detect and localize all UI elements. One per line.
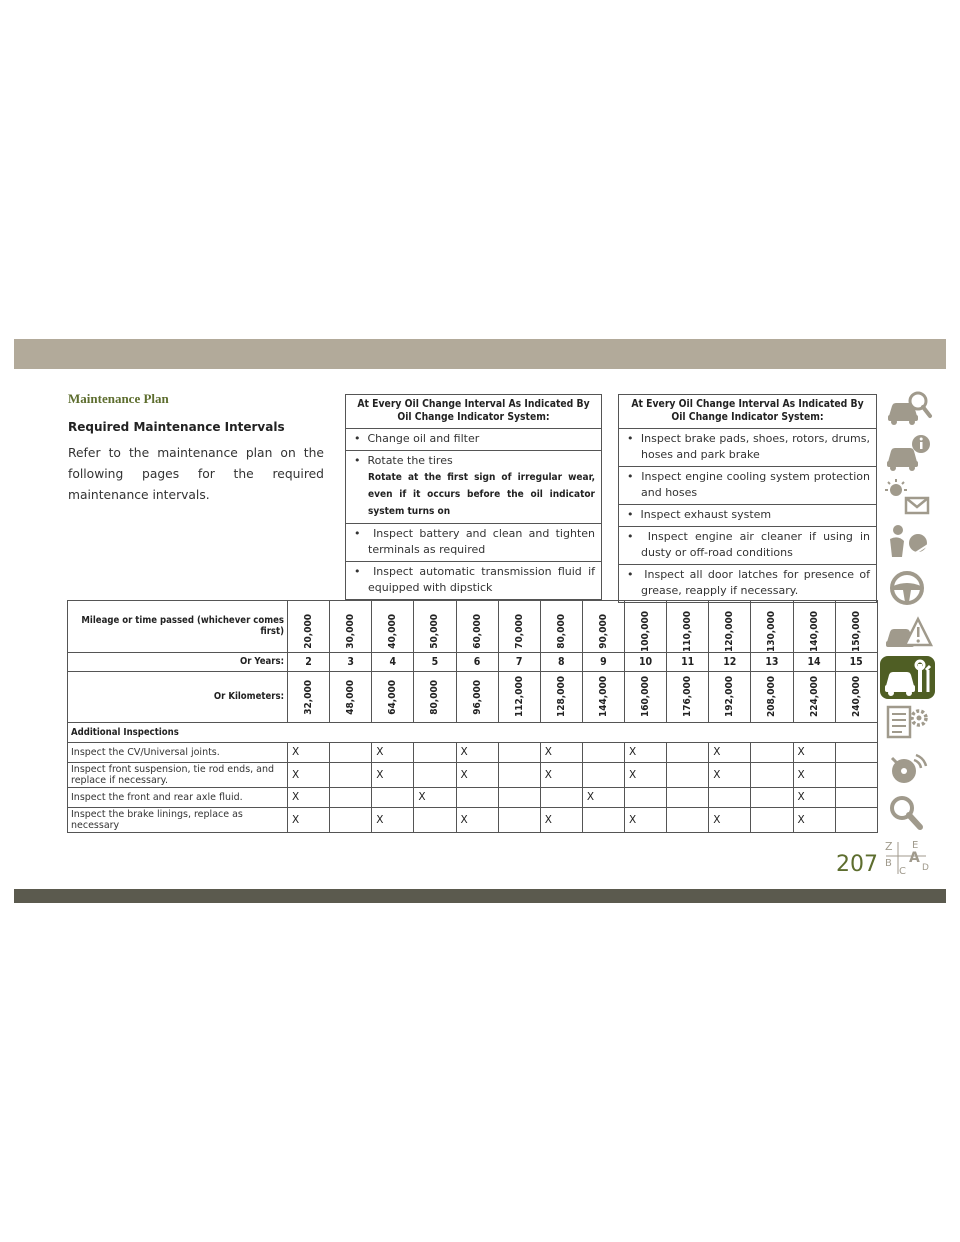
header-cell: 10: [625, 652, 667, 671]
top-decor-bar: [14, 339, 946, 369]
warning-lights-icon[interactable]: [880, 476, 935, 519]
interval-mark: X: [372, 762, 414, 787]
interval-mark: [414, 807, 456, 832]
header-cell: 14: [793, 652, 835, 671]
interval-mark: X: [288, 742, 330, 762]
interval-mark: X: [372, 807, 414, 832]
car-wrench-icon[interactable]: [880, 656, 935, 699]
header-value: 40,000: [387, 614, 399, 649]
interval-mark: [330, 742, 372, 762]
interval-mark: [498, 807, 540, 832]
interval-mark: [330, 787, 372, 807]
mileage-row: [68, 601, 878, 653]
interval-mark: [667, 807, 709, 832]
svg-text:Z: Z: [885, 840, 893, 853]
specs-gear-icon[interactable]: [880, 701, 935, 744]
header-cell: [582, 671, 624, 722]
maintenance-schedule-table: [67, 600, 878, 833]
index-az-icon[interactable]: [880, 836, 935, 879]
header-value: 140,000: [808, 611, 820, 652]
header-cell: 11: [667, 652, 709, 671]
bullet-item: [346, 451, 601, 524]
table-row: [68, 742, 878, 762]
interval-mark: [456, 787, 498, 807]
header-cell: 3: [330, 652, 372, 671]
svg-text:B: B: [885, 858, 892, 869]
header-value: 192,000: [724, 676, 736, 718]
header-value: 50,000: [429, 614, 441, 649]
intro-paragraph: Refer to the maintenance plan on the following pages for the required maintenance intervals.: [68, 446, 324, 502]
interval-mark: [498, 787, 540, 807]
bullet-text: Rotate the tires: [367, 454, 453, 467]
header-cell: 4: [372, 652, 414, 671]
oil-change-box-right: [618, 394, 877, 603]
header-cell: [372, 601, 414, 653]
header-cell: [793, 601, 835, 653]
table-row: [68, 787, 878, 807]
svg-text:D: D: [922, 863, 929, 873]
years-row: [68, 652, 878, 671]
header-value: 176,000: [682, 676, 694, 718]
multimedia-icon[interactable]: [880, 746, 935, 789]
interval-mark: [540, 787, 582, 807]
kilometers-row: [68, 671, 878, 722]
header-cell: [498, 601, 540, 653]
interval-mark: [751, 742, 793, 762]
bullet-item: [619, 505, 876, 527]
bullet-item: [346, 562, 601, 599]
interval-mark: [582, 762, 624, 787]
header-cell: 12: [709, 652, 751, 671]
interval-mark: [751, 807, 793, 832]
interval-mark: [372, 787, 414, 807]
interval-mark: X: [540, 807, 582, 832]
interval-mark: X: [372, 742, 414, 762]
interval-mark: X: [456, 742, 498, 762]
page-number: 207: [836, 852, 878, 877]
box-header: At Every Oil Change Interval As Indicated By Oil Change Indicator System:: [619, 395, 876, 429]
header-cell: 15: [835, 652, 877, 671]
bullet-text: Inspect brake pads, shoes, rotors, drums, hoses and park brake: [640, 432, 870, 461]
inspection-label: Inspect the brake linings, replace as necessary: [68, 807, 288, 832]
interval-mark: [414, 742, 456, 762]
header-cell: [540, 671, 582, 722]
interval-mark: X: [288, 807, 330, 832]
header-cell: [372, 671, 414, 722]
interval-mark: [414, 762, 456, 787]
interval-mark: [835, 807, 877, 832]
interval-mark: [582, 742, 624, 762]
row-label: Or Years:: [68, 652, 288, 671]
inspection-label: Inspect the front and rear axle fluid.: [68, 787, 288, 807]
bullet-mark: •: [354, 527, 361, 540]
bullet-mark: •: [627, 470, 634, 483]
header-cell: [709, 601, 751, 653]
header-value: 240,000: [850, 676, 862, 718]
header-cell: [456, 671, 498, 722]
header-cell: 13: [751, 652, 793, 671]
bullet-item: [619, 467, 876, 505]
header-value: 60,000: [471, 614, 483, 649]
svg-text:C: C: [899, 866, 906, 877]
header-cell: [330, 671, 372, 722]
interval-mark: X: [456, 807, 498, 832]
header-cell: 6: [456, 652, 498, 671]
header-value: 160,000: [640, 676, 652, 718]
header-cell: 8: [540, 652, 582, 671]
bullet-text: Inspect engine air cleaner if using in dusty or off-road conditions: [641, 530, 870, 559]
header-value: 208,000: [766, 676, 778, 718]
header-value: 32,000: [303, 679, 315, 715]
bullet-text: Change oil and filter: [367, 432, 480, 445]
bullet-note: Rotate at the first sign of irregular wear, even if it occurs before the oil indicator system turns on: [368, 472, 595, 517]
header-value: 112,000: [513, 676, 525, 718]
interval-mark: [751, 787, 793, 807]
header-cell: [625, 671, 667, 722]
inspection-label: Inspect front suspension, tie rod ends, and replace if necessary.: [68, 762, 288, 787]
steering-wheel-icon[interactable]: [880, 566, 935, 609]
car-hazard-icon[interactable]: [880, 611, 935, 654]
header-value: 144,000: [597, 676, 609, 718]
interval-mark: X: [709, 762, 751, 787]
bullet-mark: •: [627, 432, 634, 445]
interval-mark: X: [793, 807, 835, 832]
header-value: 128,000: [555, 676, 567, 718]
header-cell: [667, 671, 709, 722]
bullet-item: [346, 429, 601, 451]
header-cell: 7: [498, 652, 540, 671]
header-cell: 9: [582, 652, 624, 671]
header-cell: [709, 671, 751, 722]
interval-mark: [667, 787, 709, 807]
car-search-icon[interactable]: [880, 386, 935, 429]
bullet-mark: •: [627, 568, 634, 581]
section-title: Maintenance Plan: [68, 391, 169, 406]
svg-text:E: E: [912, 840, 919, 851]
table-row: [68, 807, 878, 832]
svg-text:A: A: [909, 850, 920, 866]
interval-mark: [625, 787, 667, 807]
car-info-icon[interactable]: [880, 431, 935, 474]
interval-mark: [498, 762, 540, 787]
row-label: Or Kilometers:: [68, 671, 288, 722]
header-value: 20,000: [303, 614, 315, 649]
interval-mark: X: [625, 742, 667, 762]
header-cell: [667, 601, 709, 653]
bottom-decor-bar: [14, 889, 946, 903]
interval-mark: [667, 742, 709, 762]
header-cell: [751, 671, 793, 722]
interval-mark: X: [625, 807, 667, 832]
header-value: 80,000: [429, 679, 441, 715]
header-value: 48,000: [345, 679, 357, 715]
row-label: Mileage or time passed (whichever comes first): [68, 601, 288, 653]
interval-mark: [835, 787, 877, 807]
bullet-mark: •: [354, 432, 361, 445]
bullet-text: Inspect battery and clean and tighten terminals as required: [368, 527, 595, 556]
box-items: [346, 429, 601, 599]
header-value: 80,000: [555, 614, 567, 649]
header-value: 96,000: [471, 679, 483, 715]
header-cell: [751, 601, 793, 653]
header-cell: 5: [414, 652, 456, 671]
interval-mark: [835, 742, 877, 762]
oil-change-box-left: [345, 394, 602, 600]
header-value: 224,000: [808, 676, 820, 718]
header-value: 130,000: [766, 611, 778, 652]
interval-mark: X: [288, 787, 330, 807]
interval-mark: X: [709, 807, 751, 832]
interval-mark: X: [414, 787, 456, 807]
header-value: 70,000: [513, 614, 525, 649]
box-header: At Every Oil Change Interval As Indicated By Oil Change Indicator System:: [346, 395, 601, 429]
interval-mark: X: [793, 762, 835, 787]
interval-mark: X: [540, 742, 582, 762]
header-cell: [540, 601, 582, 653]
interval-mark: X: [288, 762, 330, 787]
header-cell: [288, 601, 330, 653]
header-cell: 2: [288, 652, 330, 671]
interval-mark: X: [793, 787, 835, 807]
header-cell: [330, 601, 372, 653]
header-value: 120,000: [724, 611, 736, 652]
bullet-mark: •: [627, 508, 634, 521]
interval-mark: [751, 762, 793, 787]
bullet-mark: •: [354, 565, 361, 578]
interval-mark: [667, 762, 709, 787]
interval-mark: [498, 742, 540, 762]
header-cell: [456, 601, 498, 653]
bullet-text: Inspect exhaust system: [640, 508, 772, 521]
interval-mark: [835, 762, 877, 787]
header-cell: [414, 601, 456, 653]
bullet-text: Inspect engine cooling system protection and hoses: [641, 470, 870, 499]
header-cell: [793, 671, 835, 722]
header-value: 90,000: [597, 614, 609, 649]
interval-mark: [330, 762, 372, 787]
box-items: [619, 429, 876, 602]
header-cell: [835, 671, 877, 722]
header-value: 64,000: [387, 679, 399, 715]
interval-mark: [582, 807, 624, 832]
section-row: [68, 722, 878, 742]
interval-mark: X: [625, 762, 667, 787]
subheading: Required Maintenance Intervals: [68, 420, 285, 434]
interval-mark: X: [793, 742, 835, 762]
interval-mark: X: [456, 762, 498, 787]
section-label: Additional Inspections: [68, 722, 878, 742]
interval-mark: [330, 807, 372, 832]
table-row: [68, 762, 878, 787]
bullet-text: Inspect automatic transmission fluid if equipped with dipstick: [368, 565, 595, 594]
header-cell: [288, 671, 330, 722]
bullet-mark: •: [627, 530, 634, 543]
interval-mark: X: [709, 742, 751, 762]
header-value: 30,000: [345, 614, 357, 649]
bullet-text: Inspect all door latches for presence of grease, reapply if necessary.: [641, 568, 871, 597]
header-cell: [625, 601, 667, 653]
airbag-person-icon[interactable]: [880, 521, 935, 564]
header-value: 100,000: [640, 611, 652, 652]
interval-mark: [709, 787, 751, 807]
header-cell: [414, 671, 456, 722]
interval-mark: X: [540, 762, 582, 787]
header-cell: [498, 671, 540, 722]
bullet-item: [619, 527, 876, 565]
interval-mark: X: [582, 787, 624, 807]
header-value: 110,000: [682, 611, 694, 652]
bullet-item: [619, 565, 876, 602]
bullet-item: [619, 429, 876, 467]
header-value: 150,000: [850, 611, 862, 652]
header-cell: [835, 601, 877, 653]
bullet-mark: •: [354, 454, 361, 467]
search-icon[interactable]: [880, 791, 935, 834]
bullet-item: [346, 524, 601, 562]
inspection-label: Inspect the CV/Universal joints.: [68, 742, 288, 762]
header-cell: [582, 601, 624, 653]
